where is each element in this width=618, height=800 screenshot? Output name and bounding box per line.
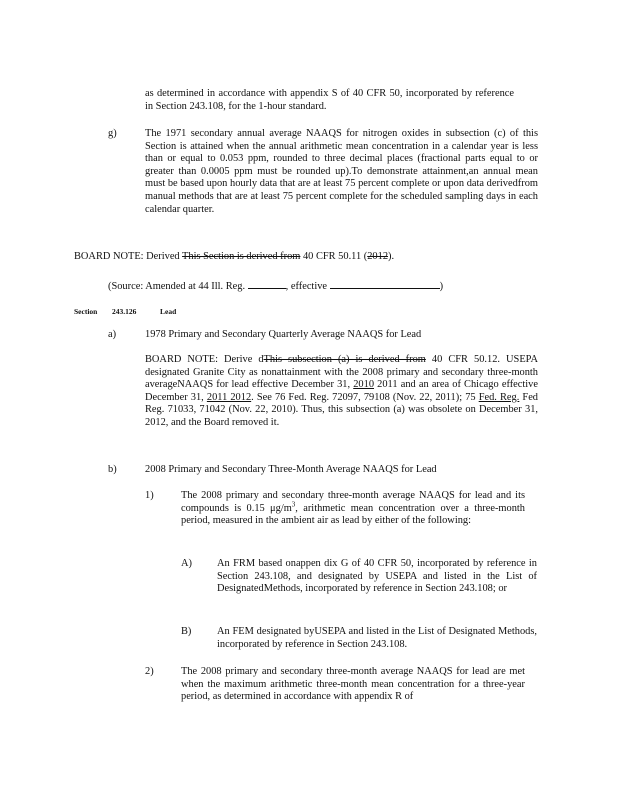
source-sep: , effective [285,281,330,292]
board-note-struck-year: 2012 [367,251,389,262]
section-number: 243.126 [112,307,137,316]
note-a-part-4: . See 76 Fed. Reg. 72097, 79108 (Nov. 22, 2011); 75 [251,391,479,403]
note-a-part-3: 2011 and an area of Chicago effective December 31, [145,379,538,403]
note-a-underline-1: 2010 [353,379,375,391]
subsection-a-heading: 1978 Primary and Secondary Quarterly Average NAAQS for Lead [145,329,422,340]
source-close: ) [439,281,444,292]
board-note-derived [74,251,394,264]
board-note-close: ). [388,251,395,262]
item-B-label: B) [181,626,192,637]
subsection-a-board-note [145,354,538,430]
continuation-paragraph: as determined in accordance with appendix S of 40 CFR 50, incorporated by reference in Section 243.108, for the 1-hour standard. [145,88,514,112]
item-1-text-a: The 2008 primary and secondary three-month average NAAQS for lead and its compounds is 0.15 μg/m [181,490,525,514]
subsection-a-label: a) [108,329,117,340]
note-a-part-1: BOARD NOTE: Derive d [145,354,264,365]
board-note-prefix: BOARD NOTE: Derived [74,251,183,262]
source-line [108,279,443,294]
item-1-label: 1) [145,490,154,501]
item-A-text: An FRM based onappen dix G of 40 CFR 50, incorporated by reference in Section 243.108, and designated by USEPA and listed in the List of DesignatedMethods, incorporated by reference in Section 243.108; or [217,558,537,595]
subsection-g-text: The 1971 secondary annual average NAAQS for nitrogen oxides in subsection (c) of this Section is attained when the annual arithmetic mean concentration in a calendar year is less than or equal to 0.053 ppm, rounded to three decimal places (fractional parts equal to or greater than 0.0005 ppm must be rounded up).To demonstrate attainment,an annual mean must be based upon hourly data that are at least 75 percent complete or upon data derivedfrom manual methods that are at least 75 percent complete for the scheduled sampling days in each calendar quarter. [145,128,538,215]
subsection-b-label: b) [108,464,117,475]
item-1-text-b: , arithmetic mean concentration over a three-month period, measured in the ambient air as lead by either of the following: [181,502,525,527]
note-a-struck: This subsection (a) is derived from [263,354,426,365]
item-2-text: The 2008 primary and secondary three-month average NAAQS for lead are met when the maximum arithmetic three-month mean concentration for a three-year period, as determined in accordance with appendix R of [181,666,525,703]
item-B-text: An FEM designated byUSEPA and listed in the List of Designated Methods, incorporated by reference in Section 243.108. [217,626,537,650]
note-a-part-5: Fed Reg. 71033, 71042 (Nov. 22, 2010). Thus, this subsection (a) was obsolete on December 31, 2012, and the Board removed it. [145,391,538,428]
effective-date-blank [330,279,440,289]
reg-page-blank [248,279,286,289]
item-2-label: 2) [145,666,154,677]
note-a-underline-2: 2011 2012 [206,391,252,403]
note-a-part-2: 40 CFR 50.12. USEPA designated Granite City as nonattainment with the 2008 primary and secondary three-month averageNAAQS for lead effective December 31, [145,354,538,391]
note-a-underline-3: Fed. Reg. [478,391,520,403]
board-note-cfr: 40 CFR 50.11 ( [300,251,368,262]
item-1-superscript: 3 [291,500,296,509]
subsection-g-label: g) [108,128,117,139]
item-1-text [181,490,525,528]
source-open: (Source: Amended at 44 Ill. Reg. [108,281,248,292]
section-label: Section [74,307,98,316]
section-title: Lead [160,307,177,316]
board-note-struck-text: This Section is derived from [182,251,301,262]
item-A-label: A) [181,558,192,569]
subsection-b-heading: 2008 Primary and Secondary Three-Month Average NAAQS for Lead [145,464,437,475]
